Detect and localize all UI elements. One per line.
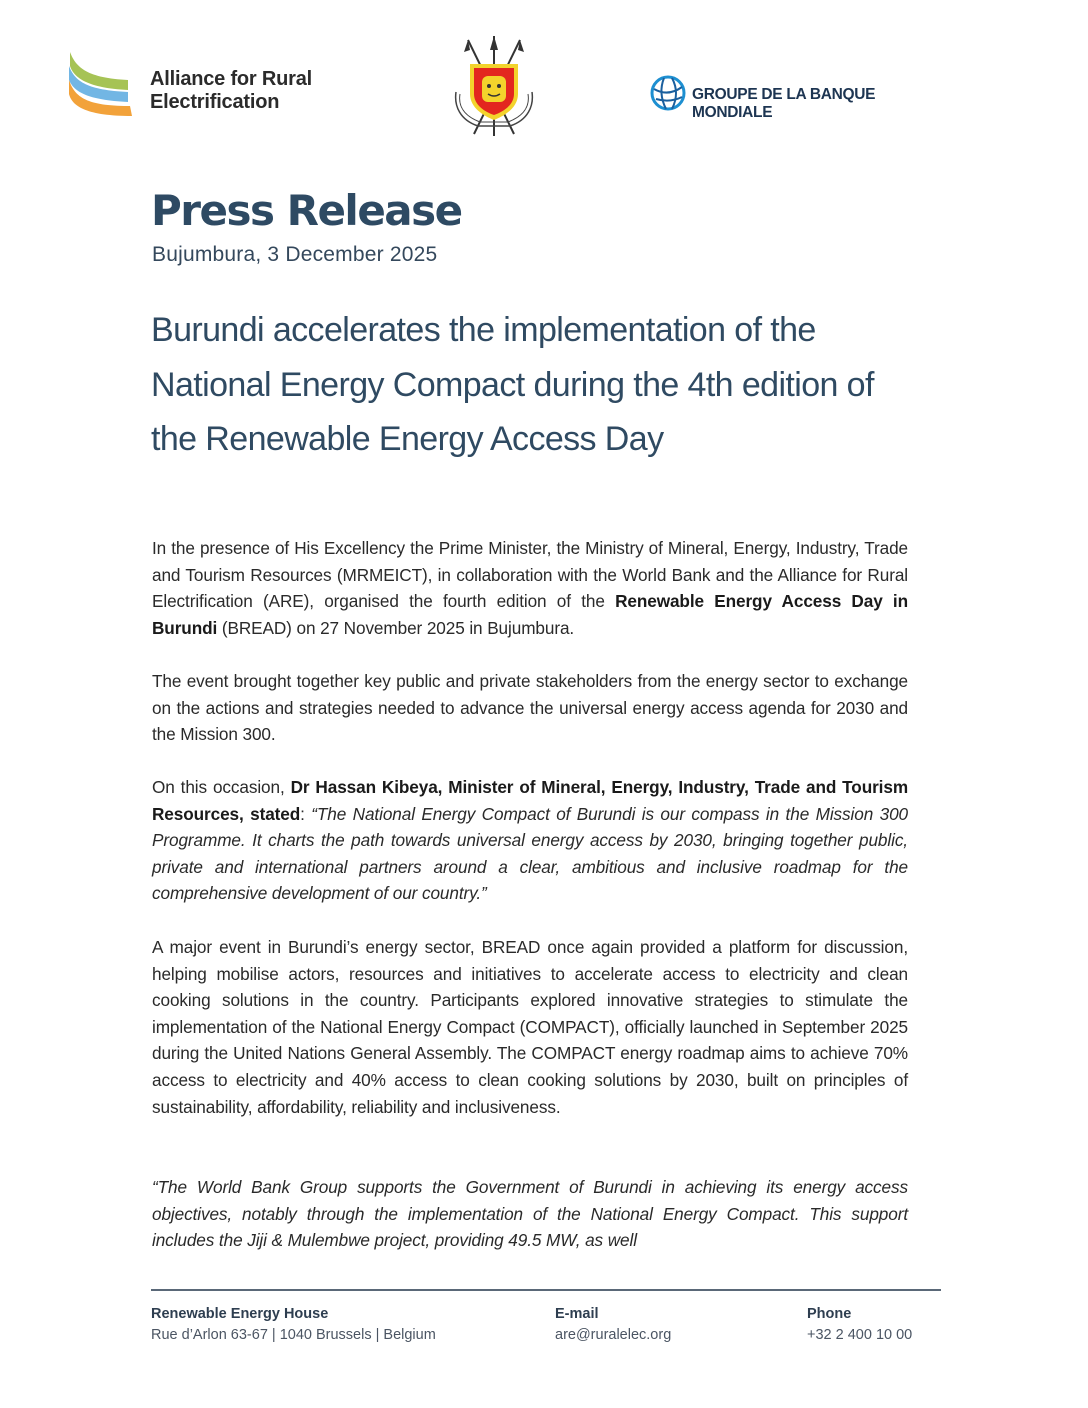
headline: Burundi accelerates the implementation of the National Energy Compact during the 4th edition of the Renewable Energy Access Day [151, 311, 874, 458]
world-bank-globe-icon [650, 75, 686, 111]
footer-email-link[interactable]: are@ruralelec.org [555, 1327, 672, 1343]
footer-email-label: E-mail [555, 1306, 599, 1322]
footer-email [555, 1304, 671, 1346]
footer-phone-label: Phone [807, 1306, 852, 1322]
footer-phone [807, 1304, 912, 1346]
are-logo [66, 48, 356, 118]
footer-phone-value: +32 2 400 10 00 [807, 1327, 913, 1343]
world-bank-logo [650, 75, 950, 121]
body-paragraph-2: The event brought together key public and private stakeholders from the energy sector to exchange on the actions and strategies needed to advance the universal energy access agenda for 2030 and the Mission 300. [152, 671, 908, 745]
footer-divider [151, 1289, 941, 1291]
burundi-coat-of-arms [448, 36, 540, 138]
footer-address-value: Rue d’Arlon 63-67 | 1040 Brussels | Belgium [151, 1327, 436, 1343]
body-paragraph-4: A major event in Burundi’s energy sector, BREAD once again provided a platform for discussion, helping mobilise actors, resources and initiatives to accelerate access to electricity and clean cooking solutions in the country. Participants explored innovative strategies to stimulate the implementation of the National Energy Compact (COMPACT), officially launched in September 2025 during the United Nations General Assembly. The COMPACT energy roadmap aims to achieve 70% access to electricity and 40% access to clean cooking solutions by 2030, built on principles of sustainability, affordability, reliability and inclusiveness. [152, 937, 908, 1117]
burundi-coat-of-arms-icon [448, 36, 540, 138]
event-name: Renewable Energy Access Day in Burundi [152, 591, 908, 638]
world-bank-quote: “The World Bank Group supports the Government of Burundi in achieving its energy access objectives, notably through the implementation of the National Energy Compact. This support includes the Jiji & Mulembwe project, providing 49.5 MW, as well [152, 1177, 908, 1251]
dateline: Bujumbura, 3 December 2025 [152, 243, 438, 266]
body-paragraph-1: In the presence of His Excellency the Prime Minister, the Ministry of Mineral, Energy, Industry, Trade and Tourism Resources (MRMEICT), in collaboration with the World Bank and the Alliance for Rural Electrification (ARE), organised the fourth edition of the Renewable Energy Access Day in Burundi (BREAD) on 27 November 2025 in Bujumbura. [152, 538, 908, 638]
body-paragraph-5 [152, 1174, 908, 1254]
world-bank-logo-text: GROUPE DE LA BANQUE MONDIALE [692, 86, 876, 121]
speaker-attribution: Dr Hassan Kibeya, Minister of Mineral, Energy, Industry, Trade and Tourism Resources, stated [152, 777, 908, 824]
footer-address [151, 1304, 436, 1346]
are-waves-icon [66, 48, 136, 118]
footer-address-label: Renewable Energy House [151, 1306, 329, 1322]
document-type-title: Press Release [151, 186, 462, 235]
body-paragraph-3: On this occasion, Dr Hassan Kibeya, Minister of Mineral, Energy, Industry, Trade and Tourism Resources, stated: “The National Energy Compact of Burundi is our compass in the Mission 300 Programme. It charts the path towards universal energy access by 2030, bringing together public, private and international partners around a clear, ambitious and inclusive roadmap for the comprehensive development of our country.” [152, 777, 908, 904]
minister-quote: “The National Energy Compact of Burundi is our compass in the Mission 300 Programme. It charts the path towards universal energy access by 2030, bringing together public, private and international partners around a clear, ambitious and inclusive roadmap for the comprehensive development of our country.” [152, 803, 908, 904]
are-logo-text: Alliance for Rural Electrification [150, 68, 312, 113]
